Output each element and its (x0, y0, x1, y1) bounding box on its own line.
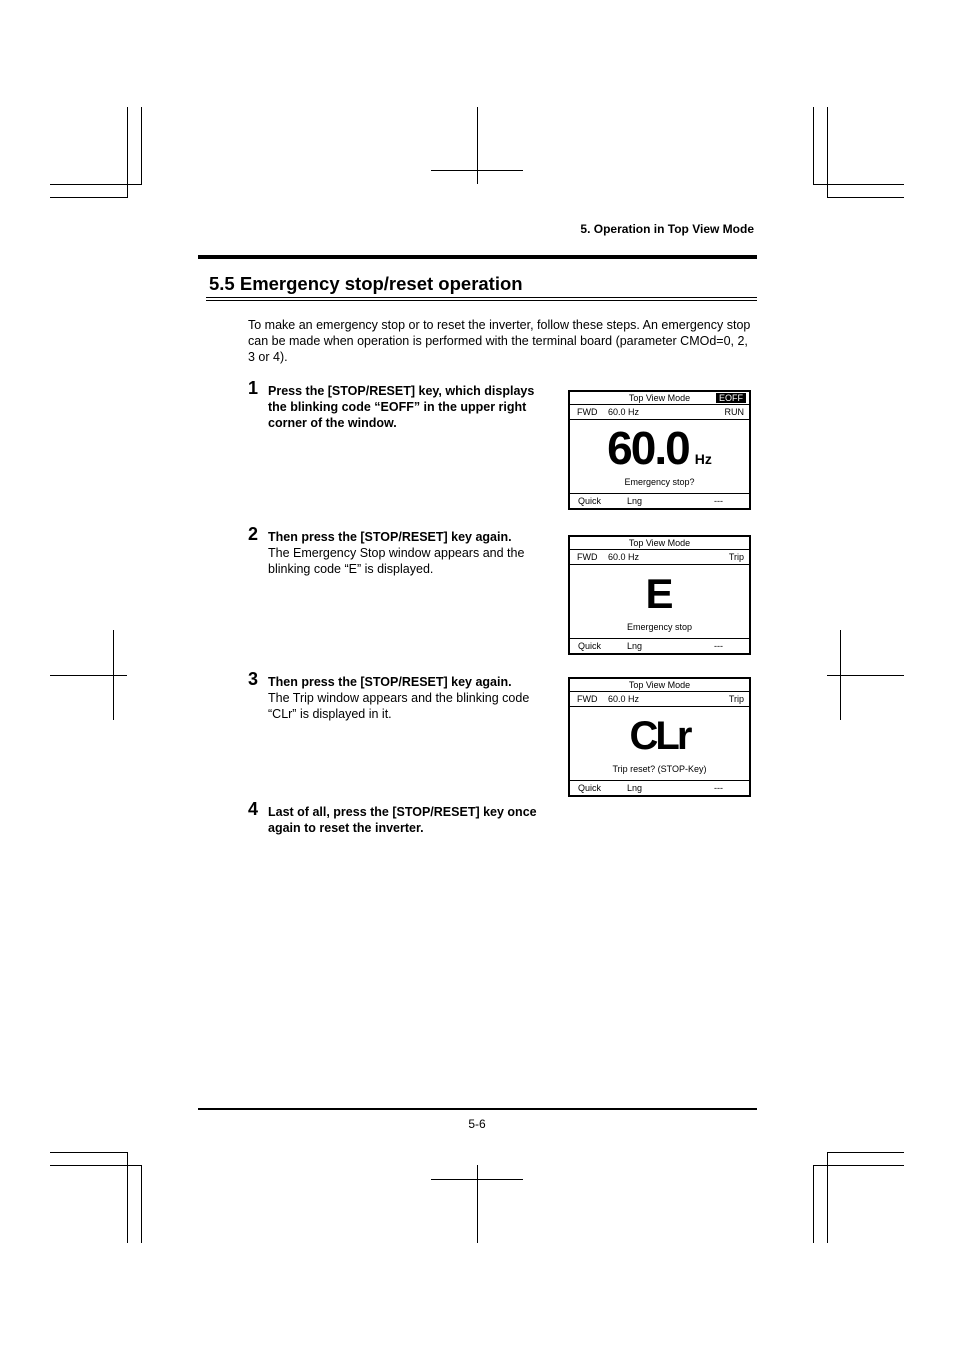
title-rule (206, 300, 757, 301)
step-instruction: Then press the [STOP/RESET] key again. (268, 530, 512, 544)
frequency-label: 60.0 Hz (608, 552, 640, 562)
screen-message: Trip reset? (STOP-Key) (612, 764, 707, 774)
title-rule (206, 297, 757, 298)
big-value (570, 422, 749, 485)
clear-code: CLr (629, 714, 690, 758)
trip-state: Trip (728, 552, 744, 562)
step-description: The Trip window appears and the blinking code “CLr” is displayed in it. (268, 691, 530, 721)
direction-label: FWD (577, 694, 598, 704)
unit-label: Hz (694, 451, 712, 467)
running-head: 5. Operation in Top View Mode (580, 222, 754, 236)
lcd-screen-emergency (568, 535, 751, 655)
status-row (570, 550, 749, 565)
footer-lng: Lng (627, 641, 643, 651)
step-number: 4 (248, 799, 259, 819)
frequency-label: 60.0 Hz (608, 694, 640, 704)
frequency-value: 60.0 (607, 422, 689, 474)
screen-title: Top View Mode (628, 538, 691, 548)
screen-footer (570, 493, 749, 508)
run-state: RUN (724, 407, 744, 417)
step-4-text (268, 804, 553, 836)
footer-quick: Quick (578, 496, 602, 506)
step-2-text (268, 529, 553, 577)
section-title: 5.5 Emergency stop/reset operation (209, 273, 523, 294)
page-number: 5-6 (468, 1117, 486, 1131)
step-instruction: Then press the [STOP/RESET] key again. (268, 675, 512, 689)
lcd-screen-trip (568, 677, 751, 797)
step-number: 3 (248, 669, 259, 689)
screen-header (570, 679, 749, 692)
footer-dash: --- (714, 641, 723, 651)
footer-lng: Lng (627, 783, 643, 793)
step-1-text (268, 383, 553, 431)
screen-title: Top View Mode (628, 680, 691, 690)
screen-header (570, 392, 749, 405)
footer-quick: Quick (578, 641, 602, 651)
screen-title: Top View Mode (628, 393, 691, 403)
emergency-code: E (645, 570, 674, 617)
lcd-screen-run (568, 390, 751, 510)
step-instruction: Press the [STOP/RESET] key, which displays the blinking code “EOFF” in the upper right corner of the window. (268, 384, 535, 430)
status-row (570, 405, 749, 420)
footer-dash: --- (714, 496, 723, 506)
frequency-label: 60.0 Hz (608, 407, 640, 417)
screen-message: Emergency stop? (624, 477, 695, 487)
step-description: The Emergency Stop window appears and the blinking code “E” is displayed. (268, 546, 525, 576)
step-instruction: Last of all, press the [STOP/RESET] key once again to reset the inverter. (268, 805, 537, 835)
screen-header (570, 537, 749, 550)
footer-rule (198, 1108, 757, 1110)
header-rule (198, 255, 757, 259)
footer-dash: --- (714, 783, 723, 793)
footer-lng: Lng (627, 496, 643, 506)
screen-message: Emergency stop (626, 622, 693, 632)
step-number: 1 (248, 378, 259, 398)
intro-paragraph: To make an emergency stop or to reset the inverter, follow these steps. An emergency stop can be made when operation is performed with the terminal board (parameter CMOd=0, 2, 3 or 4). (248, 318, 751, 364)
screen-footer (570, 780, 749, 795)
eoff-badge: EOFF (716, 393, 746, 403)
screen-footer (570, 638, 749, 653)
step-number: 2 (248, 524, 259, 544)
step-3-text (268, 674, 553, 722)
direction-label: FWD (577, 407, 598, 417)
direction-label: FWD (577, 552, 598, 562)
trip-state: Trip (728, 694, 744, 704)
footer-quick: Quick (578, 783, 602, 793)
status-row (570, 692, 749, 707)
